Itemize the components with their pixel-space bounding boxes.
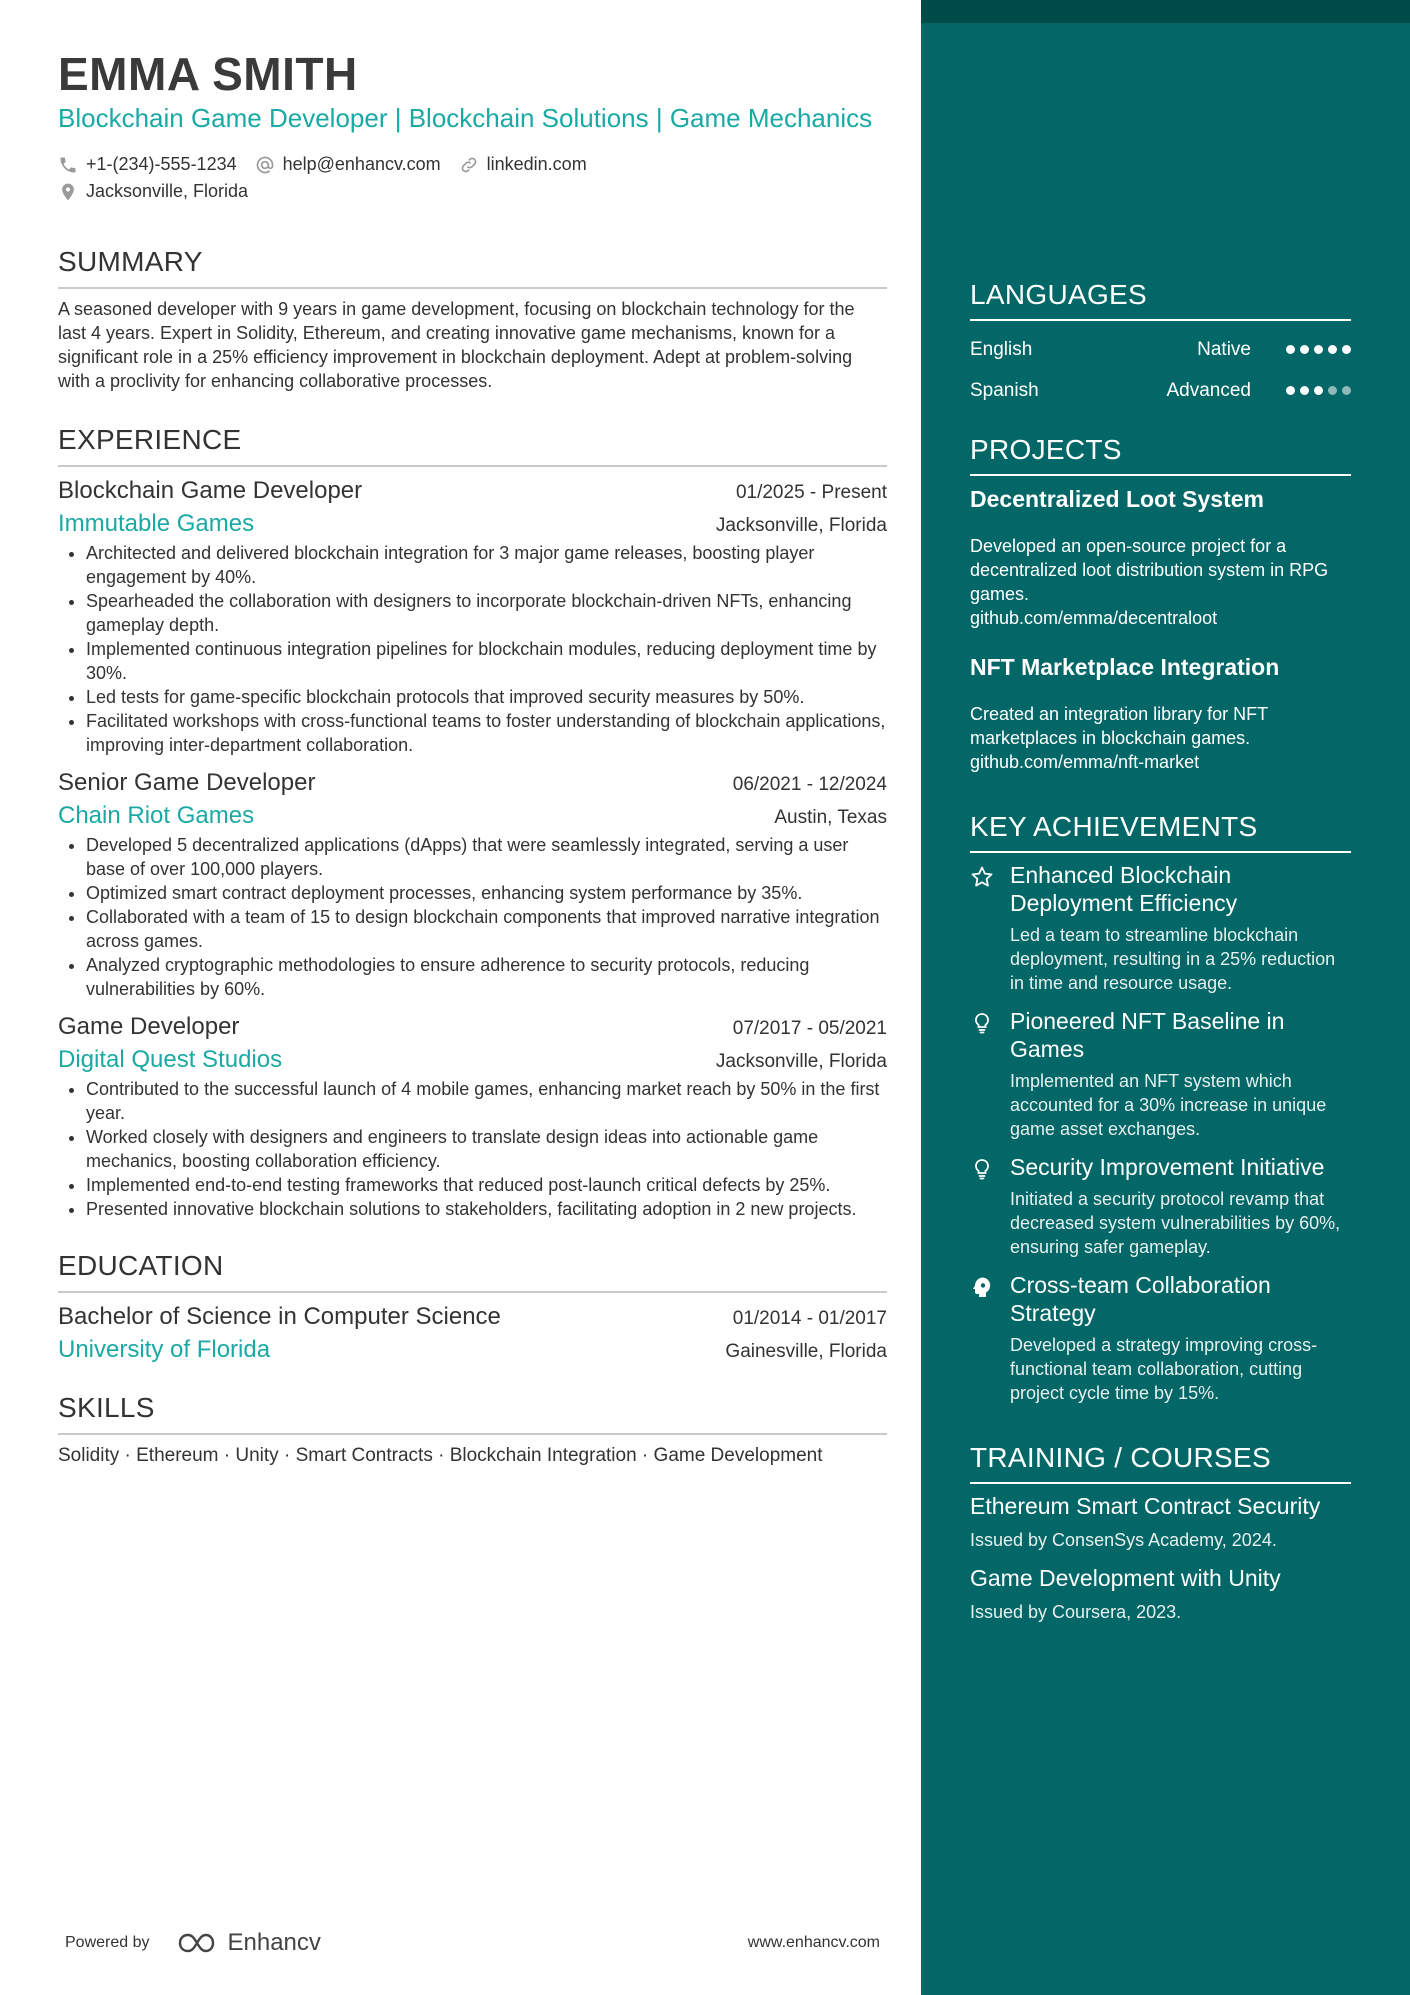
skills-divider: [58, 1433, 887, 1435]
language-item: [970, 329, 1351, 370]
bullet: • Analyzed cryptographic methodologies to ensure adherence to security protocols, reducing vulnerabilities by 60%.: [86, 953, 887, 1001]
job-entry: [58, 475, 887, 757]
proficiency-dot: [1286, 386, 1295, 395]
language-name: Spanish: [970, 379, 1039, 401]
footer-url[interactable]: www.enhancv.com: [747, 1934, 880, 1951]
bullet: • Led tests for game-specific blockchain protocols that improved security measures by 50%.: [86, 685, 887, 709]
bullet: • Presented innovative blockchain solutions to stakeholders, facilitating adoption in 2 new projects.: [86, 1197, 887, 1221]
course-title: Ethereum Smart Contract Security: [970, 1493, 1321, 1519]
candidate-name: EMMA SMITH: [58, 48, 358, 100]
job-dates: 07/2017 - 05/2021: [732, 1018, 887, 1039]
summary-section: [58, 245, 887, 393]
job-dates: 06/2021 - 12/2024: [732, 774, 887, 795]
proficiency-dot: [1328, 345, 1337, 354]
languages-divider: [970, 319, 1351, 321]
proficiency-dots: [1281, 345, 1351, 354]
achievement-title: Enhanced Blockchain Deployment Efficiency: [1010, 862, 1238, 916]
job-role: Senior Game Developer: [58, 769, 316, 796]
email-text[interactable]: help@enhancv.com: [282, 154, 441, 174]
achievement-description: Developed a strategy improving cross-functional team collaboration, cutting project cycle time by 15%.: [1010, 1335, 1318, 1403]
language-name: English: [970, 338, 1033, 360]
summary-text: A seasoned developer with 9 years in game development, focusing on blockchain technology for the last 4 years. Expert in Solidity, Ethereum, and creating innovative game mechanisms, known for a significant role in a 25% efficiency improvement in blockchain deployment. Adept at problem-solving with a proclivity for enhancing collaborative processes.: [58, 299, 855, 391]
job-entry: [58, 1011, 887, 1221]
job-location: Jacksonville, Florida: [715, 515, 887, 536]
projects-title: PROJECTS: [970, 434, 1122, 465]
course-item: [970, 1564, 1351, 1624]
bullet: • Implemented end-to-end testing frameworks that reduced post-launch critical defects by 25%.: [86, 1173, 887, 1197]
achievement-title: Cross-team Collaboration Strategy: [1010, 1272, 1271, 1326]
training-section: [970, 1441, 1351, 1624]
course-description: Issued by ConsenSys Academy, 2024.: [970, 1530, 1277, 1550]
education-section: [58, 1249, 887, 1367]
powered-by-text: Powered by: [65, 1934, 150, 1951]
achievement-item: [970, 1153, 1351, 1259]
education-title: EDUCATION: [58, 1250, 224, 1281]
proficiency-dot: [1286, 345, 1295, 354]
job-location: Austin, Texas: [774, 807, 887, 828]
achievement-description: Implemented an NFT system which accounted for a 30% increase in unique game asset exchanges.: [1010, 1071, 1327, 1139]
phone-text: +1-(234)-555-1234: [86, 154, 237, 174]
experience-section: [58, 423, 887, 1221]
bullet: • Facilitated workshops with cross-functional teams to foster understanding of blockchain applications, improving inter-department collaboration.: [86, 709, 887, 757]
star-icon: [970, 861, 1010, 995]
training-title: TRAINING / COURSES: [970, 1442, 1271, 1473]
education-location: Gainesville, Florida: [725, 1341, 887, 1362]
linkedin-contact[interactable]: [459, 154, 587, 175]
footer: [65, 1928, 880, 1958]
summary-divider: [58, 287, 887, 289]
job-company: Immutable Games: [58, 510, 255, 537]
course-item: [970, 1492, 1351, 1552]
enhancv-logo-icon: [176, 1931, 222, 1955]
bullet: • Optimized smart contract deployment processes, enhancing system performance by 35%.: [86, 881, 887, 905]
summary-title: SUMMARY: [58, 246, 203, 277]
project-item: [970, 484, 1351, 630]
achievement-description: Initiated a security protocol revamp that decreased system vulnerabilities by 60%, ensuring safer gameplay.: [1010, 1189, 1341, 1257]
projects-divider: [970, 474, 1351, 476]
proficiency-dot: [1314, 345, 1323, 354]
proficiency-dot: [1342, 345, 1351, 354]
project-item: [970, 652, 1351, 774]
contact-info: [58, 151, 887, 205]
sidebar-top-band: [921, 0, 1410, 23]
project-description: [970, 702, 1351, 774]
languages-title: LANGUAGES: [970, 279, 1147, 310]
powered-by: [65, 1929, 321, 1957]
link-icon: [459, 155, 479, 175]
achievement-item: [970, 861, 1351, 995]
job-entry: [58, 767, 887, 1001]
proficiency-dot: [1314, 386, 1323, 395]
achievement-description: Led a team to streamline blockchain deployment, resulting in a 25% reduction in time and resource usage.: [1010, 925, 1336, 993]
experience-divider: [58, 465, 887, 467]
project-link[interactable]: github.com/emma/decentraloot: [970, 608, 1218, 628]
course-title: Game Development with Unity: [970, 1565, 1281, 1591]
proficiency-dot: [1300, 386, 1309, 395]
achievement-title: Security Improvement Initiative: [1010, 1154, 1325, 1180]
project-desc-text: Created an integration library for NFT marketplaces in blockchain games.: [970, 704, 1268, 748]
lightbulb-icon: [970, 1153, 1010, 1259]
location-pin-icon: [58, 182, 78, 202]
bullet: • Architected and delivered blockchain integration for 3 major game releases, boosting player engagement by 40%.: [86, 541, 887, 589]
project-description: [970, 534, 1351, 630]
training-divider: [970, 1482, 1351, 1484]
achievement-item: [970, 1007, 1351, 1141]
job-bullets: [58, 541, 887, 757]
bullet: • Collaborated with a team of 15 to design blockchain components that improved narrative integration across games.: [86, 905, 887, 953]
education-dates: 01/2014 - 01/2017: [732, 1308, 887, 1329]
job-role: Game Developer: [58, 1013, 240, 1040]
bullet: • Developed 5 decentralized applications (dApps) that were seamlessly integrated, serving a user base of over 100,000 players.: [86, 833, 887, 881]
project-link[interactable]: github.com/emma/nft-market: [970, 752, 1200, 772]
proficiency-dots: [1281, 386, 1351, 395]
projects-section: [970, 433, 1351, 774]
bullet: • Implemented continuous integration pipelines for blockchain modules, reducing deployment time by 30%.: [86, 637, 887, 685]
location-text: Jacksonville, Florida: [86, 181, 249, 201]
brand-name: Enhancv: [227, 1929, 321, 1956]
proficiency-dot: [1328, 386, 1337, 395]
at-icon: [255, 155, 275, 175]
skills-list: Solidity · Ethereum · Unity · Smart Contracts · Blockchain Integration · Game Development: [58, 1445, 823, 1466]
achievement-item: [970, 1271, 1351, 1405]
skills-section: [58, 1391, 887, 1469]
language-item: [970, 370, 1351, 411]
achievements-section: [970, 810, 1351, 1405]
project-desc-text: Developed an open-source project for a decentralized loot distribution system in RPG games.: [970, 536, 1329, 604]
proficiency-dot: [1342, 386, 1351, 395]
job-company: Chain Riot Games: [58, 802, 255, 829]
job-bullets: [58, 833, 887, 1001]
lightbulb-icon: [970, 1007, 1010, 1141]
location-contact: [58, 181, 248, 202]
language-level: Advanced: [1166, 379, 1251, 401]
job-bullets: [58, 1077, 887, 1221]
bullet: • Contributed to the successful launch of 4 mobile games, enhancing market reach by 50% in the first year.: [86, 1077, 887, 1125]
linkedin-text[interactable]: linkedin.com: [486, 154, 587, 174]
school: University of Florida: [58, 1336, 271, 1363]
skills-title: SKILLS: [58, 1392, 155, 1423]
job-dates: 01/2025 - Present: [735, 482, 887, 503]
brand-logo[interactable]: [176, 1929, 321, 1957]
email-contact[interactable]: [255, 154, 441, 175]
project-title: Decentralized Loot System: [970, 486, 1264, 512]
achievement-title: Pioneered NFT Baseline in Games: [1010, 1008, 1285, 1062]
languages-section: [970, 278, 1351, 411]
sidebar: [921, 0, 1410, 1995]
course-description: Issued by Coursera, 2023.: [970, 1602, 1182, 1622]
phone-icon: [58, 155, 78, 175]
main-content: [58, 48, 887, 1469]
phone-contact: [58, 154, 237, 175]
experience-title: EXPERIENCE: [58, 424, 242, 455]
degree: Bachelor of Science in Computer Science: [58, 1303, 501, 1330]
language-level: Native: [1197, 338, 1251, 360]
proficiency-dot: [1300, 345, 1309, 354]
job-location: Jacksonville, Florida: [715, 1051, 887, 1072]
job-company: Digital Quest Studios: [58, 1046, 283, 1073]
job-role: Blockchain Game Developer: [58, 477, 363, 504]
bullet: • Worked closely with designers and engineers to translate design ideas into actionable game mechanics, boosting collaboration efficiency.: [86, 1125, 887, 1173]
project-title: NFT Marketplace Integration: [970, 654, 1280, 680]
brain-icon: [970, 1271, 1010, 1405]
achievements-divider: [970, 851, 1351, 853]
bullet: • Spearheaded the collaboration with designers to incorporate blockchain-driven NFTs, enhancing gameplay depth.: [86, 589, 887, 637]
education-divider: [58, 1291, 887, 1293]
headline: Blockchain Game Developer | Blockchain Solutions | Game Mechanics: [58, 103, 873, 133]
sidebar-content: [970, 278, 1351, 1624]
achievements-title: KEY ACHIEVEMENTS: [970, 811, 1258, 842]
